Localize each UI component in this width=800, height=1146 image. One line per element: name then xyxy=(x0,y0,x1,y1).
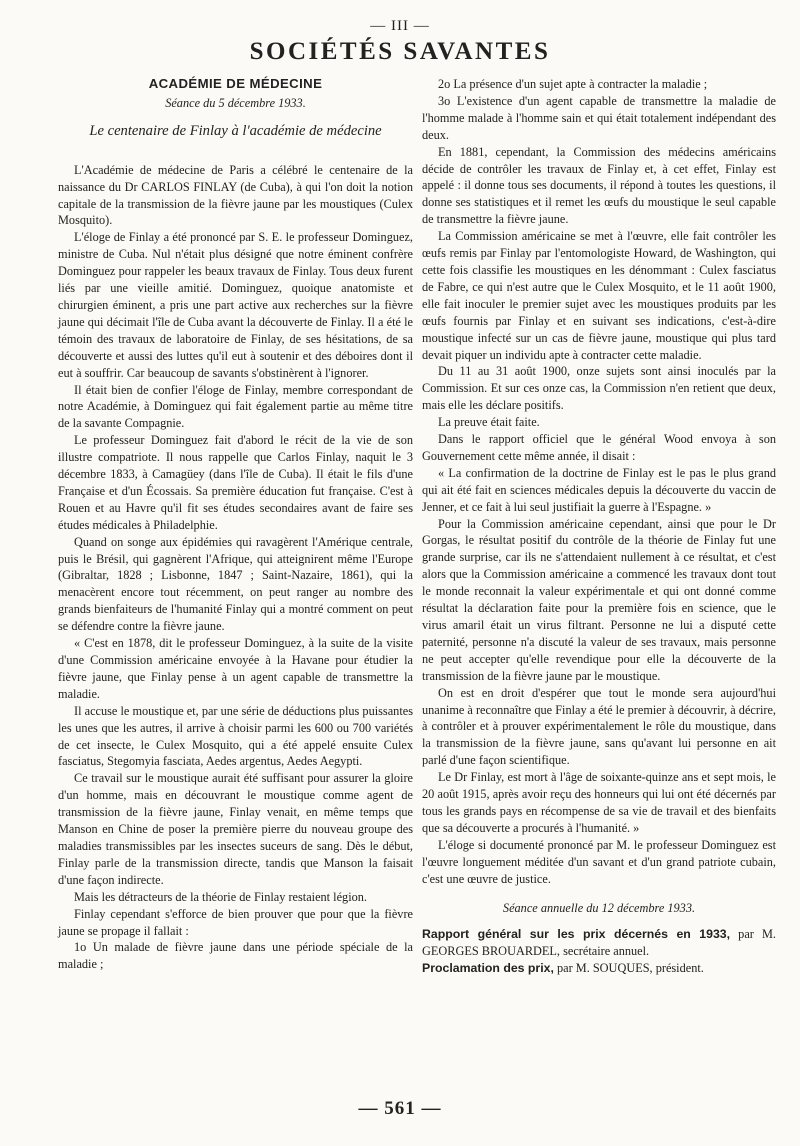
paragraph: La preuve était faite. xyxy=(438,415,540,430)
page-roman-number: — III — xyxy=(370,18,430,34)
paragraph: L'éloge de Finlay a été prononcé par S. E. le professeur Dominguez, ministre de Cuba. Nul n'était plus désigné que notre éminent confrère Dominguez pour rappeler les beaux travaux de Finlay. Tous deux furent liés par une vieille amitié. Dominguez, quoique anatomiste et chirurgien éminent, a pris une part active aux recherches sur la fièvre jaune qui décimait l'île de Cuba avant la découverte de Finlay. Il a été le témoin des travaux de laboratoire de Finlay, de ses hésitations, de sa découverte et aussi des luttes qu'il eut à soutenir et des déboires dont il eut à souffrir. Car beaucoup de savants s'obstinèrent à l'ignorer. xyxy=(58,230,413,380)
proclamation-entry xyxy=(422,960,776,977)
paragraph: L'Académie de médecine de Paris a célébré le centenaire de la naissance du Dr CARLOS FINLAY (de Cuba), à qui l'on doit la notion capitale de la transmission de la fièvre jaune par les moustiques (Culex Mosquito). xyxy=(58,162,413,228)
rapport-author: par M. GEORGES BROUARDEL, secrétaire annuel. xyxy=(422,927,777,959)
paragraph: Pour la Commission américaine cependant, ainsi que pour le Dr Gorgas, le résultat positif du contrôle de la théorie de Finlay fut une grande surprise, car ils ne s'attendaient nullement à ce résultat, et c'est alors que la Commission américaine a commencé les travaux dont tout le monde reconnait la valeur expérimentale et qui ont donné comme résultat la déclaration faite pour la première fois en science, que le virus amaril était un virus filtrant. Personne ne lui a disputé cette paternité, personne n'a discuté la valeur de ses travaux, mais personne ne peut accepter qu'elle revendique pour elle la découverte de la transmission de la fièvre jaune par le moustique. xyxy=(422,516,776,683)
rapport-entry xyxy=(422,926,776,960)
section-title: SOCIÉTÉS SAVANTES xyxy=(249,38,551,65)
proclamation-title: Proclamation des prix, xyxy=(422,961,554,976)
academy-title: ACADÉMIE DE MÉDECINE xyxy=(148,76,323,91)
article-title: Le centenaire de Finlay à l'académie de médecine xyxy=(89,122,382,139)
paragraph: On est en droit d'espérer que tout le monde sera aujourd'hui unanime à reconnaître que Finlay a été le premier à découvrir, à décrire, à contrôler et à prouver expérimentalement le rôle du moustique, dans la transmission de la fièvre jaune, sans qu'avant lui personne en ait parlé d'une façon scientifique. xyxy=(422,685,776,768)
paragraph: Le Dr Finlay, est mort à l'âge de soixante-quinze ans et sept mois, le 20 août 1915, après avoir reçu des honneurs qui lui ont été décernés par tous les grands pays en récompense de sa vie de travail et des bienfaits que sa découverte a procurés à l'humanité. » xyxy=(422,770,776,835)
paragraph: La Commission américaine se met à l'œuvre, elle fait contrôler les œufs remis par Finlay par l'entomologiste Howard, de Washington, qui cette fois classifie les moustiques en les dénommant : Culex fasciatus de Fabre, ce qui n'est autre que le Culex Mosquito, et le 11 août 1900, elle fait inoculer le premier sujet avec les moustiques produits par les œufs fournis par Finlay et en suivant ses indications, c'est-à-dire moustique infecté sur un cas de fièvre jaune, moustique qui plus tard devait piquer un individu apte à contracter cette maladie. xyxy=(422,229,776,362)
paragraph: 1o Un malade de fièvre jaune dans une période spéciale de la maladie ; xyxy=(58,940,413,972)
paragraph: Finlay cependant s'efforce de bien prouver que pour que la fièvre jaune se propage il fallait : xyxy=(58,906,413,938)
page-number: — 561 — xyxy=(358,1098,442,1119)
paragraph: 2o La présence d'un sujet apte à contracter la maladie ; xyxy=(438,77,708,91)
paragraph: Mais les détracteurs de la théorie de Finlay restaient légion. xyxy=(74,889,367,904)
right-column xyxy=(422,76,776,977)
paragraph: « La confirmation de la doctrine de Finlay est le pas le plus grand qui ait été fait en sciences médicales depuis la découverte du vaccin de Jenner, et ce fait à lui seul justifiait la guerre à l'Espagne. » xyxy=(422,465,776,514)
paragraph: Il était bien de confier l'éloge de Finlay, membre correspondant de notre Académie, à Dominguez qui fait également partie au même titre de la savante Compagnie. xyxy=(58,382,413,431)
left-column xyxy=(58,76,413,973)
rapport-title: Rapport général sur les prix décernés en 1933, xyxy=(422,927,731,942)
paragraph: « C'est en 1878, dit le professeur Dominguez, à la suite de la visite d'une Commission américaine envoyée à la Havane pour étudier la fièvre jaune, que Finlay pense à un agent capable de transmettre la maladie. xyxy=(58,636,413,701)
paragraph: Du 11 au 31 août 1900, onze sujets sont ainsi inoculés par la Commission. Et sur ces onze cas, la Commission n'en retient que deux, mais elle les déclare positifs. xyxy=(422,364,776,413)
paragraph: Ce travail sur le moustique aurait été suffisant pour assurer la gloire d'un homme, mais en découvrant le moustique comme agent de transmission de la fièvre jaune, Finlay venait, en même temps que Manson en Chine de poser la première pierre du nouveau groupe des maladies transmissibles par les insectes suceurs de sang. Dès le début, Finlay parle de la transmission directe, tandis que Manson la faisait d'une façon indirecte. xyxy=(58,771,413,887)
paragraph: Dans le rapport officiel que le général Wood envoya à son Gouvernement cette même année, il disait : xyxy=(422,432,776,463)
proclamation-author: par M. SOUQUES, président. xyxy=(553,961,704,976)
paragraph: Quand on songe aux épidémies qui ravagèrent l'Amérique centrale, puis le Brésil, qui gagnèrent l'Afrique, qui atteignirent même l'Europe (Gibraltar, 1828 ; Lisbonne, 1847 ; Saint-Nazaire, 1861), qui la menacèrent encore tout récemment, on peut ranger au nombre des grands bienfaiteurs de l'humanité Finlay qui a montré comment on peut se défendre contre la fièvre jaune. xyxy=(58,534,413,634)
paragraph: 3o L'existence d'un agent capable de transmettre la maladie de l'homme malade à l'homme sain et qui était totalement indépendant des deux. xyxy=(422,93,776,142)
paragraph: Le professeur Dominguez fait d'abord le récit de la vie de son illustre compatriote. Il nous rappelle que Carlos Finlay, naquit le 3 décembre 1833, à Camagüey (dans l'île de Cuba). Il était le fils d'une Française et d'un Écossais. Sa première éducation fut française. C'est à Rouen et au Havre qu'il fit ses études secondaires avant de faire ses études médicales à Philadelphie. xyxy=(58,433,413,532)
seance-annuelle: Séance annuelle du 12 décembre 1933. xyxy=(502,900,696,915)
paragraph: Il accuse le moustique et, par une série de déductions plus puissantes les unes que les autres, il arrive à choisir parmi les 600 ou 700 variétés de cet insecte, le Culex Mosquito, qui a été appelé ensuite Culex fasciatus, Stegomyia fasciata, Aedes argentus, Aedes Aegypti. xyxy=(58,703,413,769)
seance-date: Séance du 5 décembre 1933. xyxy=(165,95,306,110)
paragraph: L'éloge si documenté prononcé par M. le professeur Dominguez est l'œuvre longuement méditée d'un savant et d'un grand patriote cubain, c'est une œuvre de justice. xyxy=(422,837,776,886)
paragraph: En 1881, cependant, la Commission des médecins américains décide de contrôler les travaux de Finlay et, à cet effet, Finlay est appelé : il donne tous ses documents, il répond à toutes les questions, il donne ses statistiques et il remet les œufs du moustique le seul capable de transmettre la fièvre jaune. xyxy=(422,144,776,227)
